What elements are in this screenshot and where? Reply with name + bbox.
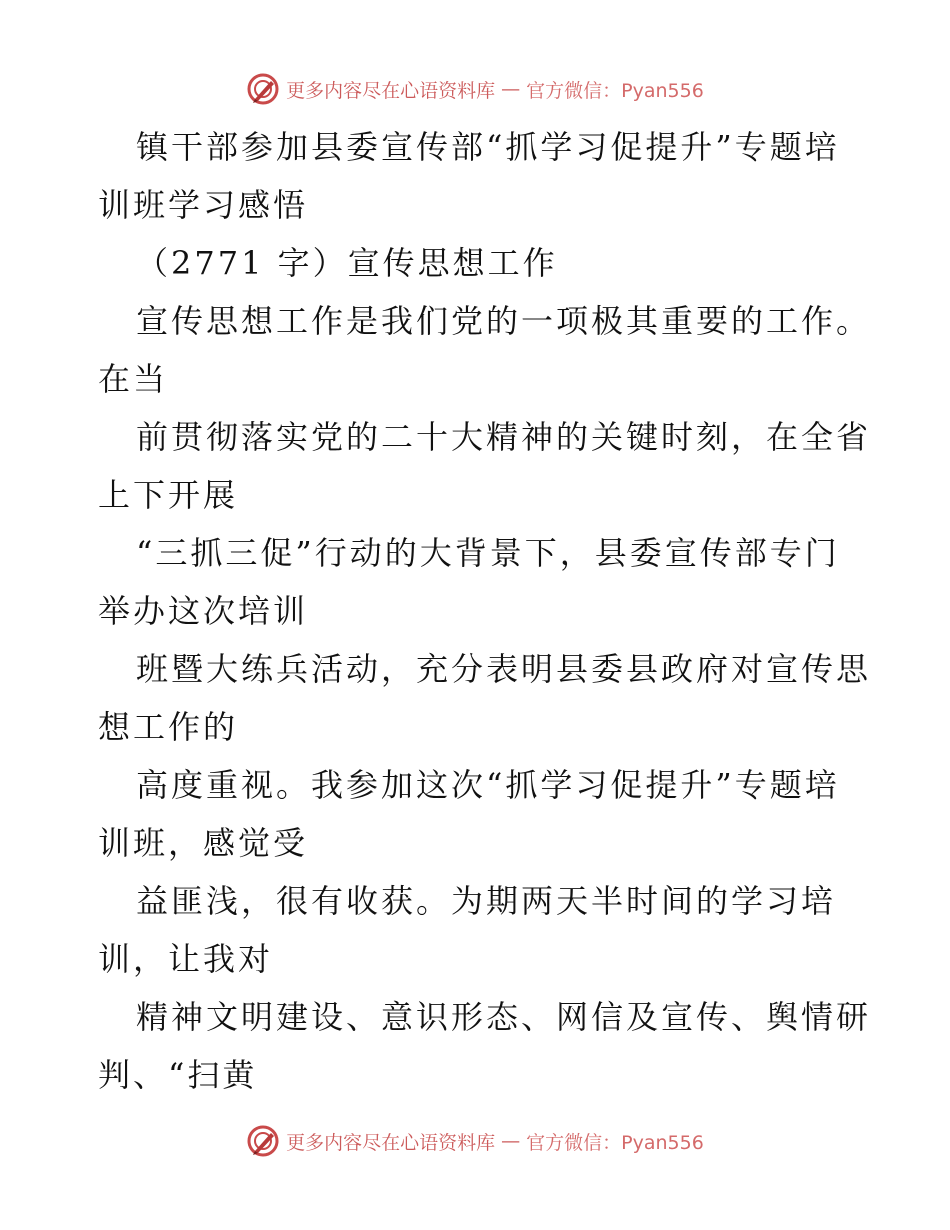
pen-logo-icon — [246, 72, 280, 106]
text-line: “三抓三促”行动的大背景下，县委宣传部专门 — [136, 534, 840, 572]
text-line: 举办这次培训 — [98, 592, 309, 630]
text-line: 想工作的 — [98, 708, 239, 746]
watermark-main-text: 更多内容尽在心语资料库 — [286, 1131, 496, 1154]
watermark-dash: — — [501, 1130, 521, 1152]
text-line: 上下开展 — [98, 476, 239, 514]
text-line: 精神文明建设、意识形态、网信及宣传、舆情研 — [136, 998, 872, 1036]
text-line: 高度重视。我参加这次“抓学习促提升”专题培 — [136, 766, 840, 804]
watermark-main-text: 更多内容尽在心语资料库 — [286, 79, 496, 102]
text-line: 训，让我对 — [98, 940, 274, 978]
watermark-footer — [0, 1124, 950, 1158]
text-line: 前贯彻落实党的二十大精神的关键时刻，在全省 — [136, 418, 872, 456]
watermark-wechat-text: 官方微信：Pyan556 — [526, 79, 704, 102]
watermark-wechat-text: 官方微信：Pyan556 — [526, 1131, 704, 1154]
text-line: 训班，感觉受 — [98, 824, 309, 862]
pen-logo-icon — [246, 1124, 280, 1158]
text-line: 判、“扫黄 — [98, 1056, 258, 1094]
text-line: 班暨大练兵活动，充分表明县委县政府对宣传思 — [136, 650, 872, 688]
text-line: 在当 — [98, 360, 169, 398]
watermark-dash: — — [501, 78, 521, 100]
text-line: 镇干部参加县委宣传部“抓学习促提升”专题培 — [136, 128, 840, 166]
text-line: （2771 字）宣传思想工作 — [136, 244, 558, 282]
watermark-header — [0, 72, 950, 106]
text-line: 训班学习感悟 — [98, 186, 309, 224]
text-line: 益匪浅，很有收获。为期两天半时间的学习培 — [136, 882, 837, 920]
document-body — [98, 118, 872, 1104]
text-line: 宣传思想工作是我们党的一项极其重要的工作。 — [136, 302, 872, 340]
